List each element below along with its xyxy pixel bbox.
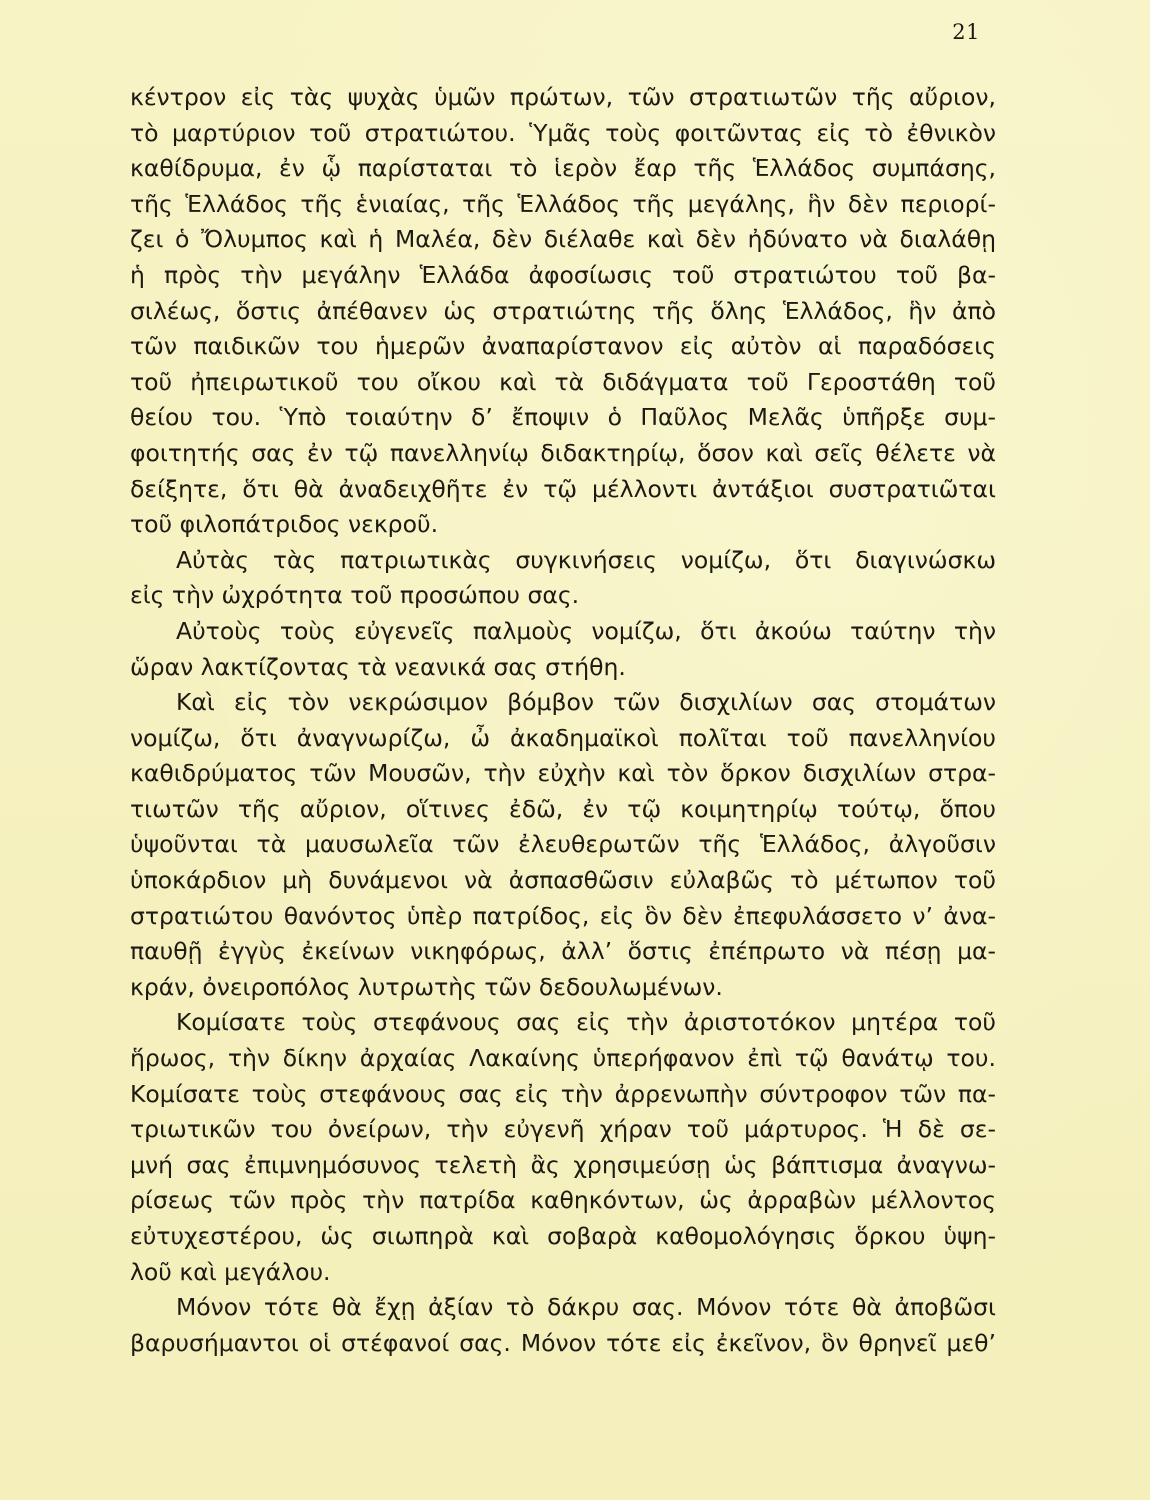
text-line: τῶν παιδικῶν του ἡμερῶν ἀναπαρίστανον εἰς αὐτὸν αἱ παραδόσεις [130, 332, 996, 361]
text-line: μνή σας ἐπιμνημόσυνος τελετὴ ἂς χρησιμεύσῃ ὡς βάπτισμα ἀναγνω- [130, 1150, 996, 1179]
text-line: καθίδρυμα, ἐν ᾧ παρίσταται τὸ ἱερὸν ἔαρ τῆς Ἑλλάδος συμπάσης, [130, 154, 996, 183]
text-line: ρίσεως τῶν πρὸς τὴν πατρίδα καθηκόντων, ὡς ἀρραβὼν μέλλοντος [130, 1186, 996, 1215]
text-line: παυθῇ ἐγγὺς ἐκείνων νικηφόρως, ἀλλ’ ὅστις ἐπέπρωτο νὰ πέσῃ μα- [130, 937, 996, 966]
paragraph-6 [130, 1290, 996, 1361]
text-line: τριωτικῶν του ὀνείρων, τὴν εὐγενῆ χήραν τοῦ μάρτυρος. Ἡ δὲ σε- [130, 1115, 996, 1144]
text-line: λοῦ καὶ μεγάλου. [130, 1257, 331, 1286]
text-line: ὥραν λακτίζοντας τὰ νεανικά σας στήθη. [130, 652, 626, 681]
text-line: τῆς Ἑλλάδος τῆς ἑνιαίας, τῆς Ἑλλάδος τῆς μεγάλης, ἣν δὲν περιορί- [130, 189, 996, 218]
text-line: τοῦ φιλοπάτριδος νεκροῦ. [130, 510, 439, 539]
text-line: στρατιώτου θανόντος ὑπὲρ πατρίδος, εἰς ὃν δὲν ἐπεφυλάσσετο ν’ ἀνα- [130, 901, 996, 930]
text-line: νομίζω, ὅτι ἀναγνωρίζω, ὦ ἀκαδημαϊκοὶ πολῖται τοῦ πανελληνίου [130, 723, 996, 752]
text-line: ζει ὁ Ὄλυμπος καὶ ἡ Μαλέα, δὲν διέλαθε καὶ δὲν ἠδύνατο νὰ διαλάθῃ [130, 225, 996, 254]
text-line: ἡ πρὸς τὴν μεγάλην Ἑλλάδα ἀφοσίωσις τοῦ στρατιώτου τοῦ βα- [130, 260, 996, 289]
text-line: τοῦ ἠπειρωτικοῦ του οἴκου καὶ τὰ διδάγματα τοῦ Γεροστάθη τοῦ [130, 367, 996, 396]
paragraph-5 [130, 1005, 996, 1290]
text-line: Καὶ εἰς τὸν νεκρώσιμον βόμβον τῶν δισχιλίων σας στομάτων [176, 688, 996, 717]
text-line: ἥρωος, τὴν δίκην ἀρχαίας Λακαίνης ὑπερήφανον ἐπὶ τῷ θανάτῳ του. [130, 1044, 996, 1073]
text-line: εὐτυχεστέρου, ὡς σιωπηρὰ καὶ σοβαρὰ καθομολόγησις ὅρκου ὑψη- [130, 1222, 996, 1250]
text-line: Κομίσατε τοὺς στεφάνους σας εἰς τὴν ἀρρενωπὴν σύντροφον τῶν πα- [130, 1079, 996, 1108]
text-line: δείξητε, ὅτι θὰ ἀναδειχθῆτε ἐν τῷ μέλλοντι ἀντάξιοι συστρατιῶται [130, 474, 996, 503]
page-number: 21 [952, 20, 980, 44]
text-line: Αὐτοὺς τοὺς εὐγενεῖς παλμοὺς νομίζω, ὅτι ἀκούω ταύτην τὴν [176, 616, 996, 645]
text-line: τὸ μαρτύριον τοῦ στρατιώτου. Ὑμᾶς τοὺς φοιτῶντας εἰς τὸ ἐθνικὸν [130, 118, 996, 147]
paragraph-4 [130, 685, 996, 1005]
paragraph-3 [130, 614, 996, 685]
text-line: ὑψοῦνται τὰ μαυσωλεῖα τῶν ἐλευθερωτῶν τῆς Ἑλλάδος, ἀλγοῦσιν [130, 830, 996, 859]
paragraph-2 [130, 543, 996, 614]
text-line: βαρυσήμαντοι οἱ στέφανοί σας. Μόνον τότε εἰς ἐκεῖνον, ὃν θρηνεῖ μεθ’ [130, 1328, 996, 1357]
text-line: φοιτητής σας ἐν τῷ πανελληνίῳ διδακτηρίῳ, ὅσον καὶ σεῖς θέλετε νὰ [130, 438, 996, 467]
text-line: εἰς τὴν ὠχρότητα τοῦ προσώπου σας. [130, 581, 580, 610]
text-line: Αὐτὰς τὰς πατριωτικὰς συγκινήσεις νομίζω, ὅτι διαγινώσκω [176, 545, 996, 574]
text-line: καθιδρύματος τῶν Μουσῶν, τὴν εὐχὴν καὶ τὸν ὅρκον δισχιλίων στρα- [130, 759, 996, 788]
text-line: Κομίσατε τοὺς στεφάνους σας εἰς τὴν ἀριστοτόκον μητέρα τοῦ [176, 1008, 996, 1037]
text-line: κράν, ὀνειροπόλος λυτρωτὴς τῶν δεδουλωμένων. [130, 972, 723, 1001]
text-line: Μόνον τότε θὰ ἔχῃ ἀξίαν τὸ δάκρυ σας. Μόνον τότε θὰ ἀποβῶσι [176, 1293, 996, 1322]
text-line: θείου του. Ὑπὸ τοιαύτην δ’ ἔποψιν ὁ Παῦλος Μελᾶς ὑπῆρξε συμ- [130, 403, 996, 432]
paragraph-1 [130, 80, 996, 543]
text-line: κέντρον εἰς τὰς ψυχὰς ὑμῶν πρώτων, τῶν στρατιωτῶν τῆς αὔριον, [130, 83, 996, 111]
text-line: ὑποκάρδιον μὴ δυνάμενοι νὰ ἀσπασθῶσιν εὐλαβῶς τὸ μέτωπον τοῦ [130, 866, 996, 895]
text-line: σιλέως, ὅστις ἀπέθανεν ὡς στρατιώτης τῆς ὅλης Ἑλλάδος, ἣν ἀπὸ [130, 296, 996, 325]
body-text [130, 80, 996, 1361]
text-line: τιωτῶν τῆς αὔριον, οἵτινες ἐδῶ, ἐν τῷ κοιμητηρίῳ τούτῳ, ὅπου [130, 794, 996, 823]
